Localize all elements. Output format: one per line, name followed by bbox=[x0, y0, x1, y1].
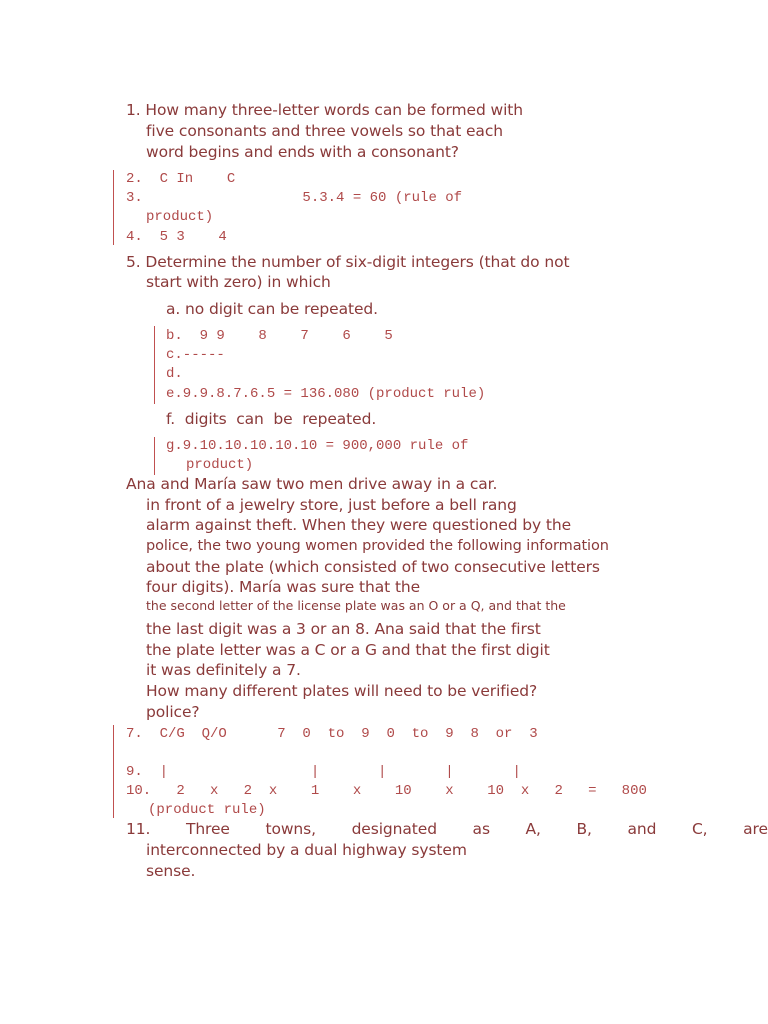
story-line-10: it was definitely a 7. bbox=[146, 661, 301, 679]
question-5-line-2: start with zero) in which bbox=[146, 273, 331, 291]
story-line-8: the last digit was a 3 or an 8. Ana said that the first bbox=[146, 620, 541, 638]
question-5-f: f. digits can be repeated. bbox=[166, 410, 377, 428]
q11-word: C, bbox=[691, 820, 708, 838]
story-line-2: in front of a jewelry store, just before a bell rang bbox=[146, 496, 517, 514]
story-line-6: four digits). María was sure that the bbox=[146, 578, 421, 596]
answer-line-d: d. bbox=[166, 366, 183, 382]
answer-line-2: 2. C In C bbox=[126, 171, 236, 187]
answer-line-10: 10. 2 x 2 x 1 x 10 x 10 x 2 = 800 bbox=[126, 783, 647, 799]
q11-word: 11. bbox=[126, 820, 151, 838]
question-11-line-2: interconnected by a dual highway system bbox=[146, 841, 467, 859]
story-line-7: the second letter of the license plate was an O or a Q, and that the bbox=[146, 598, 566, 613]
q11-word: Three bbox=[185, 820, 230, 838]
story-line-4: police, the two young women provided the following information bbox=[146, 538, 609, 554]
question-1-line-3: word begins and ends with a consonant? bbox=[146, 143, 459, 161]
story-line-9: the plate letter was a C or a G and that the first digit bbox=[146, 641, 550, 659]
question-1-line-1: 1. How many three-letter words can be formed with bbox=[126, 101, 524, 119]
q11-word: designated bbox=[351, 820, 437, 838]
q11-word: are bbox=[743, 820, 768, 838]
answer-line-g-cont: product) bbox=[186, 457, 254, 473]
answer-line-g: g.9.10.10.10.10.10 = 900,000 rule of bbox=[166, 438, 469, 454]
answer-line-e: e.9.9.8.7.6.5 = 136.080 (product rule) bbox=[166, 386, 486, 402]
q11-word: towns, bbox=[265, 820, 316, 838]
answer-block-bar bbox=[113, 170, 114, 245]
story-line-1: Ana and María saw two men drive away in a car. bbox=[126, 475, 498, 493]
answer-block-bar bbox=[113, 725, 114, 818]
answer-block-bar bbox=[154, 437, 155, 475]
story-line-11: How many different plates will need to be verified? bbox=[146, 682, 538, 700]
q11-word: B, bbox=[576, 820, 592, 838]
question-11-line-1 bbox=[126, 822, 768, 838]
q11-word: as bbox=[472, 820, 490, 838]
answer-line-9: 9. | | | | | bbox=[126, 764, 521, 780]
question-5-line-1: 5. Determine the number of six-digit integers (that do not bbox=[126, 253, 570, 271]
answer-line-3: 3. 5.3.4 = 60 (rule of bbox=[126, 190, 463, 206]
q11-word: and bbox=[627, 820, 657, 838]
story-line-3: alarm against theft. When they were questioned by the bbox=[146, 516, 572, 534]
question-5-a: a. no digit can be repeated. bbox=[166, 300, 378, 318]
answer-line-10-cont: (product rule) bbox=[148, 802, 266, 818]
answer-line-c: c.----- bbox=[166, 347, 225, 363]
answer-block-bar bbox=[154, 326, 155, 404]
question-11-line-3: sense. bbox=[146, 862, 196, 880]
answer-line-b: b. 9 9 8 7 6 5 bbox=[166, 328, 393, 344]
answer-line-7: 7. C/G Q/O 7 0 to 9 0 to 9 8 or 3 bbox=[126, 726, 538, 742]
story-line-12: police? bbox=[146, 703, 200, 721]
q11-word: A, bbox=[525, 820, 541, 838]
story-line-5: about the plate (which consisted of two consecutive letters bbox=[146, 558, 600, 576]
answer-line-4: 4. 5 3 4 bbox=[126, 229, 227, 245]
answer-line-3-cont: product) bbox=[146, 209, 214, 225]
question-1-line-2: five consonants and three vowels so that each bbox=[146, 122, 503, 140]
